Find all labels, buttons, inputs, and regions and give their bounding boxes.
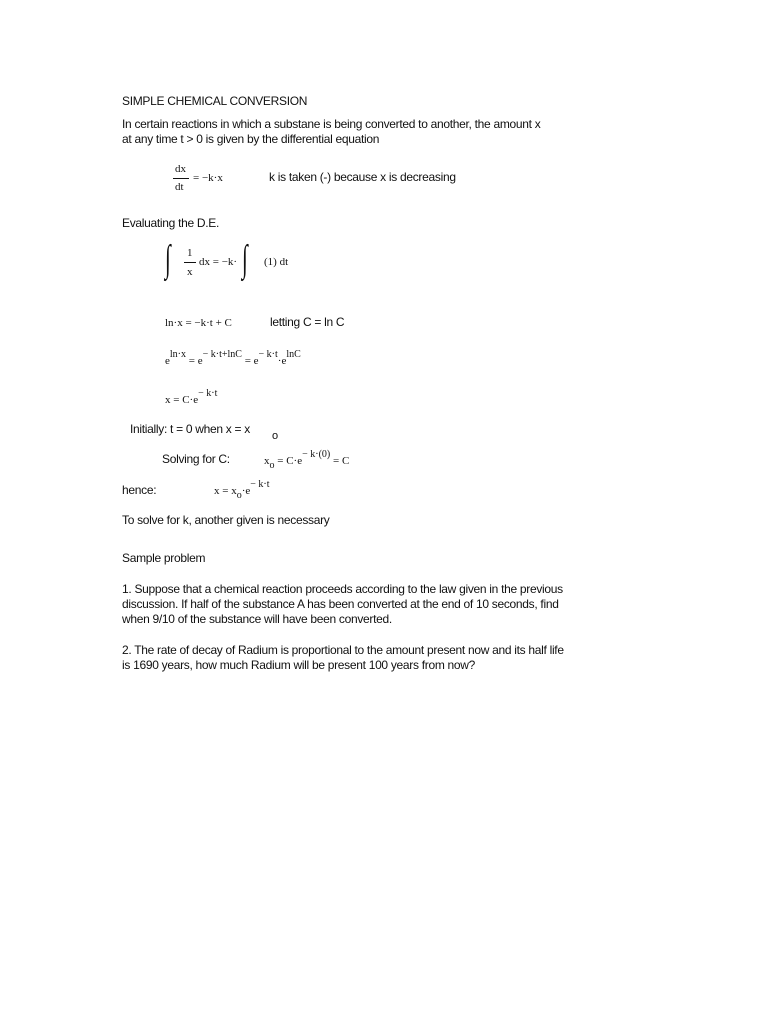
exp-e2-sup: − k·t+lnC bbox=[202, 349, 242, 360]
solving-label: Solving for C: bbox=[162, 452, 230, 466]
x-eq-base: x = C·e bbox=[165, 394, 199, 406]
hence-equation bbox=[214, 479, 270, 501]
integral-mid: dx = −k· bbox=[199, 256, 238, 268]
de-numerator: dx bbox=[175, 163, 186, 175]
exp-e3-sup: − k·t bbox=[258, 349, 278, 360]
de-note: k is taken (-) because x is decreasing bbox=[269, 170, 456, 184]
x-equation bbox=[165, 388, 218, 408]
x-eq-sup: − k·t bbox=[198, 388, 218, 399]
problem1-line2: discussion. If half of the substance A has been converted at the end of 10 seconds, find bbox=[122, 597, 559, 611]
solving-x: x bbox=[264, 455, 270, 467]
problem2-line2: is 1690 years, how much Radium will be present 100 years from now? bbox=[122, 658, 476, 672]
de-fraction-bar bbox=[173, 178, 189, 179]
exp-equation bbox=[165, 349, 301, 369]
intro-line-1: In certain reactions in which a substane is being converted to another, the amount x bbox=[122, 117, 541, 131]
intro-line-2: at any time t > 0 is given by the differential equation bbox=[122, 132, 380, 146]
ln-equation: ln·x = −k·t + C bbox=[165, 317, 232, 329]
initial-sub: o bbox=[271, 430, 278, 442]
exp-dot: ·e bbox=[277, 355, 287, 367]
integral-numerator: 1 bbox=[187, 247, 193, 259]
integral-sign-right: ∫ bbox=[242, 238, 248, 280]
hence-sup: − k·t bbox=[250, 479, 270, 490]
exp-eq2: = e bbox=[244, 355, 259, 367]
ln-note: letting C = ln C bbox=[270, 315, 345, 329]
evaluating-label: Evaluating the D.E. bbox=[122, 216, 220, 230]
hence-sub: o bbox=[236, 490, 242, 501]
exp-e4-sup: lnC bbox=[286, 349, 301, 360]
solving-end: = C bbox=[330, 455, 350, 467]
solve-k-text: To solve for k, another given is necessary bbox=[122, 513, 330, 527]
integral-denominator: x bbox=[187, 266, 193, 278]
hence-mid: ·e bbox=[241, 485, 251, 497]
page-title: SIMPLE CHEMICAL CONVERSION bbox=[122, 94, 308, 108]
hence-label: hence: bbox=[122, 483, 157, 497]
solving-sub: o bbox=[269, 460, 275, 471]
solving-sup: − k·(0) bbox=[302, 449, 331, 460]
initial-text: Initially: t = 0 when x = x bbox=[130, 422, 250, 436]
de-rhs: = −k·x bbox=[193, 172, 223, 184]
integral-fraction-bar bbox=[184, 262, 196, 263]
problem2-line1: 2. The rate of decay of Radium is proportional to the amount present now and its half life bbox=[122, 643, 564, 657]
problem1-line3: when 9/10 of the substance will have been converted. bbox=[122, 612, 392, 626]
exp-e1-sup: ln·x bbox=[169, 349, 186, 360]
integral-sign-left: ∫ bbox=[165, 238, 171, 280]
solving-mid: = C·e bbox=[274, 455, 303, 467]
solving-equation bbox=[264, 449, 350, 471]
hence-x: x = x bbox=[214, 485, 237, 497]
problem1-line1: 1. Suppose that a chemical reaction proceeds according to the law given in the previous bbox=[122, 582, 563, 596]
exp-eq1: = e bbox=[188, 355, 203, 367]
de-denominator: dt bbox=[175, 181, 184, 193]
sample-heading: Sample problem bbox=[122, 551, 206, 565]
initial-condition bbox=[130, 422, 278, 442]
exp-e1: e bbox=[165, 355, 170, 367]
integral-rhs: (1) dt bbox=[264, 256, 289, 268]
